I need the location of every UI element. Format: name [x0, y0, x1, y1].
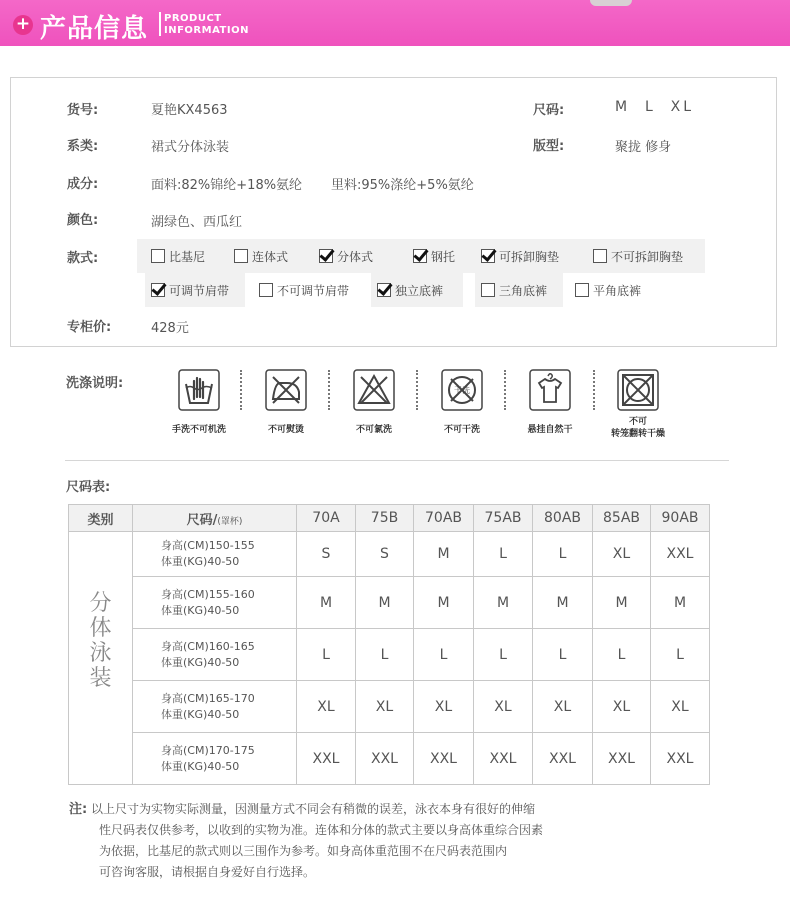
- hand-wash-icon: [178, 369, 220, 411]
- wash-separator: [240, 370, 242, 410]
- wash-separator: [416, 370, 418, 410]
- header-size-label: 尺码/: [186, 512, 218, 528]
- height-range: 身高(CM)155-160: [161, 587, 255, 601]
- size-cell: S: [297, 532, 356, 577]
- size-table-title: 尺码表:: [66, 480, 111, 495]
- style-option[interactable]: [145, 273, 245, 307]
- header-cup: 70A: [297, 505, 356, 532]
- checkbox[interactable]: [481, 249, 495, 263]
- wash-item-no-bleach: [334, 369, 414, 441]
- size-cell: L: [414, 629, 474, 681]
- style-option-label: 平角底裤: [593, 283, 642, 298]
- style-option-label: 比基尼: [169, 249, 206, 264]
- checkbox[interactable]: [481, 283, 495, 297]
- wash-separator: [328, 370, 330, 410]
- checkbox[interactable]: [151, 249, 165, 263]
- weight-range: 体重(KG)40-50: [161, 707, 240, 721]
- wash-label-line2: 转笼翻转干燥: [610, 429, 665, 439]
- size-cell: M: [474, 577, 533, 629]
- style-option[interactable]: [371, 273, 463, 307]
- size-cell: XL: [533, 681, 593, 733]
- style-option[interactable]: [575, 273, 641, 307]
- series-value: 裙式分体泳装: [151, 140, 230, 155]
- size-cell: XL: [593, 532, 651, 577]
- size-table-row: [69, 629, 710, 681]
- height-range: 身高(CM)150-155: [161, 539, 255, 552]
- height-range: 身高(CM)160-165: [161, 639, 255, 653]
- wash-label: 不可熨烫: [267, 425, 304, 435]
- price-value: 428元: [151, 321, 189, 336]
- material-label: 成分:: [67, 177, 99, 192]
- checkbox[interactable]: [151, 283, 165, 297]
- size-cell: XXL: [651, 532, 710, 577]
- material-lining: 里料:95%涤纶+5%氨纶: [331, 178, 474, 193]
- style-options-row1: [137, 239, 705, 273]
- size-cell: XL: [414, 681, 474, 733]
- banner-subtitle-line1: PRODUCT: [164, 13, 222, 24]
- style-option-label: 三角底裤: [499, 283, 548, 298]
- checkbox[interactable]: [234, 249, 248, 263]
- size-cell: L: [356, 629, 414, 681]
- wash-title: 洗涤说明:: [66, 376, 124, 391]
- size-cell: XL: [651, 681, 710, 733]
- size-cell: L: [474, 532, 533, 577]
- color-value: 湖绿色、西瓜红: [151, 215, 243, 230]
- wash-label: 不可氯洗: [355, 425, 392, 435]
- height-weight-cell: [133, 629, 297, 681]
- size-cell: M: [651, 577, 710, 629]
- size-cell: XL: [356, 681, 414, 733]
- size-note: [69, 799, 669, 883]
- wash-item-hang-dry: [510, 369, 590, 441]
- note-line: 可咨询客服，请根据自身爱好自行选择。: [99, 865, 316, 879]
- category-char: 泳: [89, 641, 112, 666]
- weight-range: 体重(KG)40-50: [161, 655, 240, 669]
- size-cell: XXL: [356, 733, 414, 785]
- style-option[interactable]: [319, 239, 373, 273]
- wash-label: 悬挂自然干: [527, 425, 573, 435]
- color-label: 颜色:: [67, 213, 99, 228]
- header-size-note: (罩杯): [217, 516, 243, 527]
- style-option[interactable]: [593, 239, 683, 273]
- header-cup: 70AB: [414, 505, 474, 532]
- style-option[interactable]: [234, 239, 288, 273]
- style-option-label: 可调节肩带: [169, 283, 230, 298]
- section-banner: [0, 0, 790, 46]
- banner-subtitle-line2: INFORMATION: [164, 25, 249, 36]
- style-option-label: 分体式: [337, 249, 374, 264]
- style-option[interactable]: [481, 239, 559, 273]
- note-line: 以上尺寸为实物实际测量，因测量方式不同会有稍微的误差，泳衣本身有很好的伸缩: [91, 802, 536, 816]
- size-table-row: [69, 577, 710, 629]
- size-cell: XL: [474, 681, 533, 733]
- no-dry-clean-icon: [441, 369, 483, 411]
- size-table-row: [69, 681, 710, 733]
- hang-dry-icon: [529, 369, 571, 411]
- size-value: M L XL: [615, 99, 695, 115]
- product-info-box: [10, 77, 777, 347]
- wash-label: [598, 416, 678, 440]
- size-cell: L: [593, 629, 651, 681]
- size-cell: M: [297, 577, 356, 629]
- size-cell: XL: [297, 681, 356, 733]
- checkbox[interactable]: [575, 283, 589, 297]
- wash-label: 手洗不可机洗: [171, 425, 226, 435]
- size-cell: XXL: [474, 733, 533, 785]
- size-cell: XXL: [414, 733, 474, 785]
- size-cell: M: [593, 577, 651, 629]
- category-char: 体: [89, 616, 112, 641]
- series-label: 系类:: [67, 139, 99, 154]
- weight-range: 体重(KG)40-50: [161, 603, 240, 617]
- style-option-label: 可拆卸胸垫: [499, 249, 560, 264]
- plus-icon: +: [13, 15, 33, 35]
- header-cup: 85AB: [593, 505, 651, 532]
- header-cup: 75B: [356, 505, 414, 532]
- size-cell: M: [533, 577, 593, 629]
- banner-divider: [159, 12, 161, 36]
- wash-separator: [593, 370, 595, 410]
- height-range: 身高(CM)165-170: [161, 691, 255, 705]
- weight-range: 体重(KG)40-50: [161, 555, 240, 568]
- checkbox[interactable]: [413, 249, 427, 263]
- item-no-value: 夏艳KX4563: [151, 103, 228, 118]
- size-cell: L: [297, 629, 356, 681]
- wash-item-hand-wash: [159, 369, 239, 441]
- size-table: [68, 504, 710, 785]
- height-weight-cell: [133, 681, 297, 733]
- size-cell: XXL: [593, 733, 651, 785]
- size-table-row: [69, 532, 710, 577]
- size-table-header: [69, 505, 710, 532]
- style-option-label: 连体式: [252, 249, 289, 264]
- height-weight-cell: [133, 532, 297, 577]
- size-cell: M: [356, 577, 414, 629]
- wash-separator: [504, 370, 506, 410]
- no-iron-icon: [265, 369, 307, 411]
- style-option-label: 钢托: [431, 249, 456, 264]
- size-cell: M: [414, 577, 474, 629]
- category-char: 分: [89, 591, 112, 616]
- style-option[interactable]: [413, 239, 455, 273]
- style-option-label: 独立底裤: [395, 283, 444, 298]
- fit-value: 聚拢 修身: [615, 140, 672, 155]
- style-option[interactable]: [259, 273, 349, 307]
- decor-shape: [590, 0, 632, 6]
- style-option-label: 不可调节肩带: [277, 283, 350, 298]
- dry-clean-icon-text: 干洗: [454, 386, 470, 395]
- wash-label-line1: 不可: [628, 417, 647, 427]
- size-cell: L: [651, 629, 710, 681]
- header-size: [133, 505, 297, 532]
- checkbox[interactable]: [319, 249, 333, 263]
- header-category: 类别: [69, 505, 133, 532]
- size-cell: XXL: [297, 733, 356, 785]
- size-cell: M: [414, 532, 474, 577]
- weight-range: 体重(KG)40-50: [161, 759, 240, 773]
- note-line: 为依据，比基尼的款式则以三围作为参考。如身高体重范围不在尺码表范围内: [99, 844, 508, 858]
- header-cup: 75AB: [474, 505, 533, 532]
- banner-title: 产品信息: [40, 14, 149, 44]
- style-option[interactable]: [475, 273, 563, 307]
- size-cell: XL: [593, 681, 651, 733]
- size-cell: S: [356, 532, 414, 577]
- wash-item-no-dry-clean: [422, 369, 502, 441]
- note-label: 注:: [69, 802, 88, 817]
- size-table-row: [69, 733, 710, 785]
- note-line: 性尺码表仅供参考，以收到的实物为准。连体和分体的款式主要以身高体重综合因素: [99, 823, 544, 837]
- height-weight-cell: [133, 733, 297, 785]
- style-option[interactable]: [151, 239, 205, 273]
- style-option-label: 不可拆卸胸垫: [611, 249, 684, 264]
- checkbox[interactable]: [377, 283, 391, 297]
- style-label: 款式:: [67, 251, 99, 266]
- no-tumble-dry-icon: [617, 369, 659, 411]
- item-no-label: 货号:: [67, 103, 99, 118]
- checkbox[interactable]: [259, 283, 273, 297]
- size-cell: XXL: [651, 733, 710, 785]
- wash-item-no-tumble-dry: [598, 369, 678, 441]
- size-cell: XXL: [533, 733, 593, 785]
- section-divider: [65, 460, 729, 461]
- fit-label: 版型:: [533, 139, 565, 154]
- header-cup: 80AB: [533, 505, 593, 532]
- price-label: 专柜价:: [67, 320, 112, 335]
- category-char: 装: [89, 666, 112, 691]
- category-cell: [69, 532, 133, 785]
- wash-item-no-iron: [246, 369, 326, 441]
- style-options-row2: [145, 273, 655, 307]
- height-range: 身高(CM)170-175: [161, 743, 255, 757]
- size-label: 尺码:: [533, 103, 565, 118]
- material-outer: 面料:82%锦纶+18%氨纶: [151, 178, 303, 193]
- size-cell: L: [533, 629, 593, 681]
- no-bleach-icon: [353, 369, 395, 411]
- checkbox[interactable]: [593, 249, 607, 263]
- wash-label: 不可干洗: [443, 425, 480, 435]
- height-weight-cell: [133, 577, 297, 629]
- size-cell: L: [533, 532, 593, 577]
- header-cup: 90AB: [651, 505, 710, 532]
- size-cell: L: [474, 629, 533, 681]
- banner-subtitle: [164, 13, 249, 37]
